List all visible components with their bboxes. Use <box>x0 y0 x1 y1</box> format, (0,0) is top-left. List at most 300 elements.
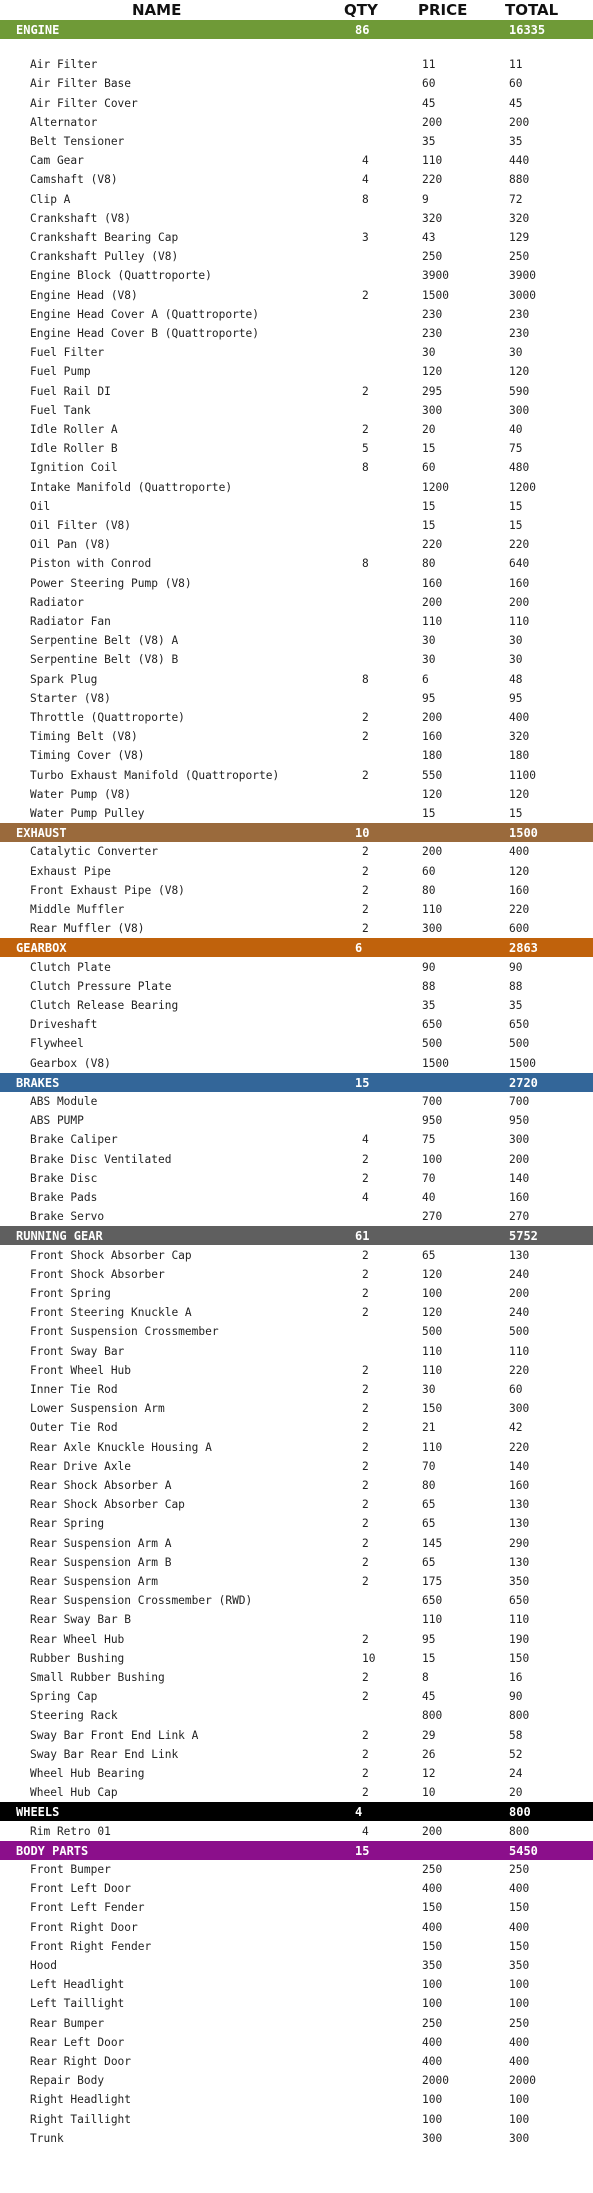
part-name: Timing Belt (V8) <box>30 730 138 744</box>
part-name: Rubber Bushing <box>30 1651 125 1665</box>
table-row <box>0 1783 593 1802</box>
part-price: 29 <box>422 1728 436 1742</box>
part-price: 400 <box>422 1920 443 1934</box>
part-price: 500 <box>422 1037 443 1051</box>
table-row <box>0 1745 593 1764</box>
part-total: 230 <box>509 307 530 321</box>
part-name: Repair Body <box>30 2074 105 2088</box>
part-price: 60 <box>422 461 436 475</box>
part-name: Oil <box>30 499 51 513</box>
part-total: 3900 <box>509 269 536 283</box>
part-price: 1200 <box>422 480 449 494</box>
part-total: 52 <box>509 1747 523 1761</box>
part-price: 90 <box>422 960 436 974</box>
part-name: Gearbox (V8) <box>30 1056 111 1070</box>
section-header <box>0 823 593 842</box>
part-total: 500 <box>509 1037 530 1051</box>
table-row <box>0 151 593 170</box>
part-qty: 2 <box>362 1440 369 1454</box>
part-name: Front Right Fender <box>30 1939 152 1953</box>
table-row <box>0 516 593 535</box>
part-name: Wheel Hub Bearing <box>30 1767 145 1780</box>
part-name: Exhaust Pipe <box>30 864 111 878</box>
part-name: Catalytic Converter <box>30 845 158 859</box>
part-qty: 2 <box>362 845 369 859</box>
part-total: 90 <box>509 960 523 974</box>
part-price: 150 <box>422 1939 443 1953</box>
table-row <box>0 2129 593 2148</box>
part-qty: 2 <box>362 1575 369 1588</box>
part-total: 220 <box>509 1363 530 1377</box>
part-total: 250 <box>509 2016 530 2030</box>
part-name: Left Headlight <box>30 1978 125 1992</box>
table-row <box>0 727 593 746</box>
part-price: 110 <box>422 615 443 628</box>
part-total: 30 <box>509 653 523 667</box>
section-cost-total: 2720 <box>509 1075 538 1090</box>
part-price: 110 <box>422 1440 443 1454</box>
part-qty: 2 <box>362 1536 369 1550</box>
part-name: Turbo Exhaust Manifold (Quattroporte) <box>30 768 280 782</box>
part-total: 300 <box>509 1402 530 1416</box>
part-price: 230 <box>422 307 443 321</box>
table-row <box>0 1591 593 1610</box>
table-row <box>0 1111 593 1130</box>
part-name: Fuel Pump <box>30 365 91 379</box>
part-price: 88 <box>422 979 436 993</box>
part-qty: 4 <box>362 1824 369 1838</box>
part-total: 130 <box>509 1517 530 1531</box>
part-name: Engine Head (V8) <box>30 288 138 302</box>
part-name: Front Right Door <box>30 1920 138 1934</box>
part-qty: 2 <box>362 1152 369 1166</box>
table-row <box>0 554 593 573</box>
part-total: 880 <box>509 173 530 187</box>
part-qty: 4 <box>362 1133 369 1147</box>
section-cost-total: 1500 <box>509 826 538 841</box>
table-header <box>0 0 593 20</box>
part-total: 60 <box>509 1383 523 1396</box>
part-price: 400 <box>422 2055 443 2068</box>
table-row <box>0 2110 593 2129</box>
part-price: 250 <box>422 250 443 264</box>
table-row <box>0 1706 593 1725</box>
part-name: Power Steering Pump (V8) <box>30 576 192 590</box>
part-name: Crankshaft Bearing Cap <box>30 231 179 244</box>
part-total: 480 <box>509 461 530 475</box>
part-name: Small Rubber Bushing <box>30 1671 165 1684</box>
table-row <box>0 574 593 593</box>
part-price: 300 <box>422 2131 443 2145</box>
part-price: 400 <box>422 1882 443 1896</box>
part-name: Idle Roller A <box>30 423 118 436</box>
part-total: 300 <box>509 403 530 417</box>
table-row <box>0 2033 593 2052</box>
table-row <box>0 439 593 458</box>
part-total: 30 <box>509 634 523 648</box>
part-name: Rear Suspension Arm <box>30 1575 158 1588</box>
part-total: 15 <box>509 519 523 532</box>
part-total: 270 <box>509 1210 530 1224</box>
table-row <box>0 1476 593 1495</box>
part-name: Radiator <box>30 595 84 609</box>
part-total: 500 <box>509 1325 530 1339</box>
part-total: 400 <box>509 1882 530 1896</box>
part-price: 100 <box>422 2112 443 2126</box>
part-qty: 4 <box>362 154 369 168</box>
table-row <box>0 458 593 477</box>
table-row <box>0 1534 593 1553</box>
section-title: GEARBOX <box>16 941 67 956</box>
part-price: 95 <box>422 1632 436 1646</box>
part-price: 9 <box>422 192 429 206</box>
part-total: 58 <box>509 1728 523 1742</box>
section-header <box>0 20 593 39</box>
part-total: 700 <box>509 1095 530 1108</box>
part-qty: 2 <box>362 883 369 897</box>
part-name: Serpentine Belt (V8) B <box>30 653 179 667</box>
part-name: Rear Suspension Crossmember (RWD) <box>30 1594 253 1608</box>
part-price: 15 <box>422 519 436 532</box>
part-price: 30 <box>422 1383 436 1396</box>
table-row <box>0 1975 593 1994</box>
part-name: Front Shock Absorber <box>30 1267 165 1281</box>
part-name: Front Suspension Crossmember <box>30 1325 219 1339</box>
part-total: 200 <box>509 1152 530 1166</box>
part-total: 230 <box>509 327 530 340</box>
part-qty: 2 <box>362 1498 369 1512</box>
part-total: 300 <box>509 2131 530 2145</box>
table-row <box>0 670 593 689</box>
part-qty: 2 <box>362 1267 369 1281</box>
table-row <box>0 1726 593 1745</box>
part-name: Serpentine Belt (V8) A <box>30 634 179 648</box>
part-qty: 8 <box>362 192 369 206</box>
table-row <box>0 977 593 996</box>
table-row <box>0 305 593 324</box>
part-name: Oil Pan (V8) <box>30 538 111 552</box>
part-price: 30 <box>422 653 436 667</box>
part-price: 45 <box>422 1690 436 1704</box>
part-total: 220 <box>509 1440 530 1454</box>
part-total: 400 <box>509 2035 530 2049</box>
part-name: Crankshaft (V8) <box>30 211 132 225</box>
part-total: 180 <box>509 749 530 763</box>
part-name: Rear Shock Absorber Cap <box>30 1498 185 1512</box>
part-price: 80 <box>422 883 436 897</box>
part-total: 240 <box>509 1306 530 1320</box>
part-price: 120 <box>422 1267 443 1281</box>
part-price: 300 <box>422 922 443 936</box>
part-total: 140 <box>509 1459 530 1473</box>
part-name: Fuel Filter <box>30 346 105 360</box>
part-qty: 2 <box>362 903 369 916</box>
section-qty-total: 6 <box>355 941 363 956</box>
part-qty: 5 <box>362 442 369 456</box>
part-name: Spring Cap <box>30 1690 98 1704</box>
section-title: WHEELS <box>16 1805 60 1820</box>
table-row <box>0 1169 593 1188</box>
part-price: 80 <box>422 1479 436 1492</box>
table-row <box>0 420 593 439</box>
part-price: 1500 <box>422 1056 449 1070</box>
part-total: 129 <box>509 231 530 244</box>
part-total: 15 <box>509 807 523 820</box>
part-price: 15 <box>422 1651 436 1665</box>
part-total: 16 <box>509 1671 523 1684</box>
table-row <box>0 1284 593 1303</box>
part-total: 950 <box>509 1114 530 1128</box>
part-price: 70 <box>422 1171 436 1185</box>
part-total: 650 <box>509 1594 530 1608</box>
part-total: 320 <box>509 730 530 744</box>
table-row <box>0 631 593 650</box>
part-price: 100 <box>422 1978 443 1992</box>
table-row <box>0 1572 593 1591</box>
part-name: Clutch Plate <box>30 960 111 974</box>
part-total: 40 <box>509 423 523 436</box>
section-qty-total: 15 <box>355 1075 370 1090</box>
part-price: 250 <box>422 2016 443 2030</box>
part-price: 320 <box>422 211 443 225</box>
part-price: 6 <box>422 672 429 686</box>
table-row <box>0 593 593 612</box>
section-cost-total: 5752 <box>509 1229 538 1244</box>
table-row <box>0 1994 593 2013</box>
part-qty: 2 <box>362 288 369 302</box>
part-name: Idle Roller B <box>30 442 118 456</box>
part-name: Throttle (Quattroporte) <box>30 711 185 724</box>
part-name: Water Pump (V8) <box>30 787 132 801</box>
part-price: 120 <box>422 787 443 801</box>
part-price: 3900 <box>422 269 449 283</box>
part-total: 300 <box>509 1133 530 1147</box>
part-qty: 2 <box>362 1421 369 1435</box>
part-name: Rear Left Door <box>30 2035 125 2049</box>
part-price: 100 <box>422 1997 443 2011</box>
part-qty: 8 <box>362 557 369 571</box>
section-title: BODY PARTS <box>16 1843 89 1858</box>
part-name: Rim Retro 01 <box>30 1824 111 1838</box>
part-total: 220 <box>509 903 530 916</box>
part-qty: 2 <box>362 1632 369 1646</box>
part-name: Water Pump Pulley <box>30 807 145 820</box>
part-total: 100 <box>509 1997 530 2011</box>
part-price: 200 <box>422 595 443 609</box>
part-name: Belt Tensioner <box>30 135 125 148</box>
part-total: 20 <box>509 1786 523 1800</box>
part-name: Timing Cover (V8) <box>30 749 145 763</box>
part-price: 250 <box>422 1863 443 1876</box>
part-name: Clutch Release Bearing <box>30 999 179 1012</box>
part-total: 590 <box>509 384 530 398</box>
part-qty: 2 <box>362 711 369 724</box>
table-row <box>0 132 593 151</box>
section-header <box>0 938 593 957</box>
part-price: 230 <box>422 327 443 340</box>
part-total: 440 <box>509 154 530 168</box>
part-price: 43 <box>422 231 436 244</box>
part-price: 120 <box>422 365 443 379</box>
section-qty-total: 15 <box>355 1843 370 1858</box>
header-total: TOTAL <box>505 1 559 19</box>
part-price: 65 <box>422 1555 436 1569</box>
part-name: Air Filter Cover <box>30 96 138 110</box>
table-row <box>0 689 593 708</box>
part-name: Engine Block (Quattroporte) <box>30 269 212 283</box>
part-name: Rear Muffler (V8) <box>30 922 145 936</box>
part-price: 15 <box>422 499 436 513</box>
table-row <box>0 1879 593 1898</box>
part-price: 15 <box>422 442 436 456</box>
table-row <box>0 362 593 381</box>
table-row <box>0 612 593 631</box>
part-price: 295 <box>422 384 443 398</box>
part-name: Rear Sway Bar B <box>30 1613 132 1627</box>
part-qty: 2 <box>362 1402 369 1416</box>
part-name: Front Steering Knuckle A <box>30 1306 192 1320</box>
part-name: Starter (V8) <box>30 691 111 705</box>
part-total: 120 <box>509 864 530 878</box>
part-price: 30 <box>422 346 436 360</box>
part-price: 60 <box>422 77 436 91</box>
part-name: Front Spring <box>30 1287 111 1300</box>
part-price: 11 <box>422 58 436 72</box>
table-row <box>0 497 593 516</box>
table-row <box>0 209 593 228</box>
part-price: 150 <box>422 1901 443 1915</box>
part-price: 200 <box>422 115 443 129</box>
part-price: 160 <box>422 730 443 744</box>
part-price: 30 <box>422 634 436 648</box>
part-total: 160 <box>509 883 530 897</box>
part-name: Front Shock Absorber Cap <box>30 1248 192 1262</box>
part-name: Front Wheel Hub <box>30 1363 132 1377</box>
part-total: 220 <box>509 538 530 552</box>
part-total: 72 <box>509 192 523 206</box>
table-row <box>0 1418 593 1437</box>
table-row <box>0 74 593 93</box>
table-row <box>0 1610 593 1629</box>
table-row <box>0 1687 593 1706</box>
section-qty-total: 61 <box>355 1229 370 1244</box>
part-price: 650 <box>422 1594 443 1608</box>
part-total: 350 <box>509 1575 530 1588</box>
table-row <box>0 1246 593 1265</box>
part-total: 140 <box>509 1171 530 1185</box>
part-name: Air Filter Base <box>30 77 132 91</box>
part-total: 600 <box>509 922 530 936</box>
table-row <box>0 2014 593 2033</box>
part-total: 35 <box>509 999 523 1012</box>
part-total: 250 <box>509 1863 530 1876</box>
part-total: 240 <box>509 1267 530 1281</box>
part-price: 950 <box>422 1114 443 1128</box>
part-name: ABS Module <box>30 1095 98 1108</box>
part-total: 3000 <box>509 288 536 302</box>
part-name: Rear Shock Absorber A <box>30 1479 172 1492</box>
part-total: 400 <box>509 2055 530 2068</box>
part-name: Middle Muffler <box>30 903 125 916</box>
table-row <box>0 382 593 401</box>
part-total: 650 <box>509 1018 530 1032</box>
part-qty: 2 <box>362 1363 369 1377</box>
table-row <box>0 1092 593 1111</box>
part-name: Sway Bar Rear End Link <box>30 1747 179 1761</box>
table-row <box>0 2071 593 2090</box>
part-qty: 2 <box>362 1459 369 1473</box>
table-row <box>0 1918 593 1937</box>
part-total: 2000 <box>509 2074 536 2088</box>
table-row <box>0 1322 593 1341</box>
part-price: 220 <box>422 538 443 552</box>
part-qty: 2 <box>362 1555 369 1569</box>
part-price: 110 <box>422 1613 443 1627</box>
table-row <box>0 881 593 900</box>
part-qty: 2 <box>362 1671 369 1684</box>
part-name: Clip A <box>30 192 71 206</box>
section-header <box>0 1802 593 1821</box>
part-name: Fuel Tank <box>30 403 91 417</box>
part-name: Engine Head Cover A (Quattroporte) <box>30 307 260 321</box>
part-qty: 2 <box>362 1517 369 1531</box>
table-row <box>0 785 593 804</box>
section-title: BRAKES <box>16 1075 60 1090</box>
table-row <box>0 804 593 823</box>
part-price: 220 <box>422 173 443 187</box>
part-name: Engine Head Cover B (Quattroporte) <box>30 327 260 340</box>
part-total: 110 <box>509 615 530 628</box>
part-total: 290 <box>509 1536 530 1550</box>
table-row <box>0 1937 593 1956</box>
part-price: 1500 <box>422 288 449 302</box>
part-total: 60 <box>509 77 523 91</box>
part-name: Spark Plug <box>30 672 98 686</box>
part-price: 75 <box>422 1133 436 1147</box>
part-price: 350 <box>422 1959 443 1972</box>
part-total: 200 <box>509 115 530 129</box>
part-qty: 8 <box>362 461 369 475</box>
part-name: Sway Bar Front End Link A <box>30 1728 199 1742</box>
part-qty: 2 <box>362 1287 369 1300</box>
part-total: 350 <box>509 1959 530 1972</box>
part-total: 100 <box>509 2112 530 2126</box>
part-price: 800 <box>422 1709 443 1723</box>
part-price: 160 <box>422 576 443 590</box>
part-total: 190 <box>509 1632 530 1646</box>
part-qty: 2 <box>362 1383 369 1396</box>
table-row <box>0 266 593 285</box>
part-total: 130 <box>509 1555 530 1569</box>
part-price: 65 <box>422 1517 436 1531</box>
part-price: 110 <box>422 903 443 916</box>
part-price: 65 <box>422 1248 436 1262</box>
table-row <box>0 1188 593 1207</box>
table-row <box>0 1207 593 1226</box>
part-price: 270 <box>422 1210 443 1224</box>
part-price: 45 <box>422 96 436 110</box>
part-price: 95 <box>422 691 436 705</box>
table-row <box>0 1630 593 1649</box>
part-name: Oil Filter (V8) <box>30 519 132 532</box>
part-name: Wheel Hub Cap <box>30 1786 118 1800</box>
part-total: 48 <box>509 672 523 686</box>
part-qty: 4 <box>362 173 369 187</box>
part-name: Lower Suspension Arm <box>30 1402 165 1416</box>
table-row <box>0 1649 593 1668</box>
table-row <box>0 94 593 113</box>
part-qty: 2 <box>362 1479 369 1492</box>
